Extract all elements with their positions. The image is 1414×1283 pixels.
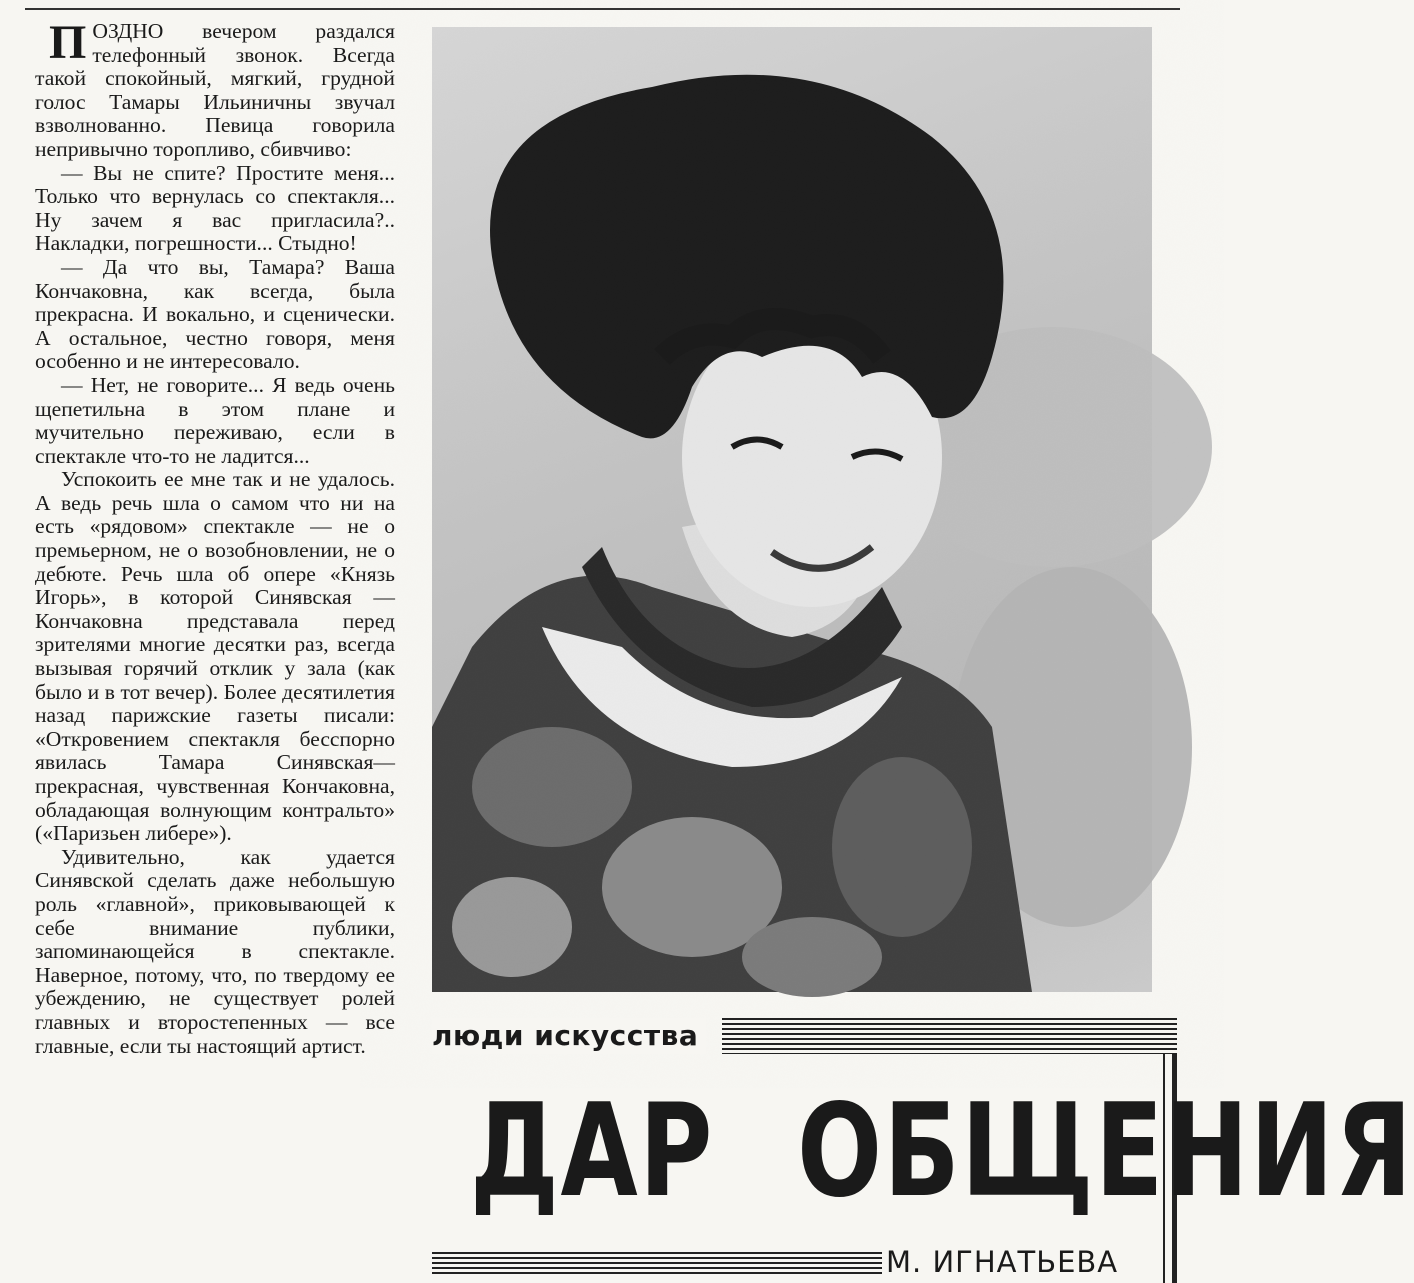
portrait-illustration xyxy=(432,27,1152,992)
article-paragraph-6: Удивительно, как удается Синявской сделать даже небольшую роль «главной», приковывающей к себе внимание публики, запоминающейся в спектакле. Наверное, потому, что, по твердому ее убеждению, не существует ролей главных и второстепенных — все главные, если ты настоящий артист. xyxy=(35,844,395,1058)
drop-cap: П xyxy=(49,16,87,69)
article-text-column xyxy=(35,16,395,1058)
article-paragraph-3: — Да что вы, Тамара? Ваша Кончаковна, как всегда, была прекрасна. И вокально, и сценически. А остальное, честно говоря, меня особенно и не интересовало. xyxy=(35,254,395,374)
headline: ДАР ОБЩЕНИЯ xyxy=(470,1077,1414,1226)
paragraph-text: ОЗДНО вечером раздался телефонный звонок. Всегда такой спокойный, мягкий, грудной голос Тамары Ильиничны звучал взволнованно. Певица говорила непривычно торопливо, сбивчиво: xyxy=(35,19,395,161)
article-paragraph-1 xyxy=(35,16,395,162)
article-paragraph-5: Успокоить ее мне так и не удалось. А ведь речь шла о самом что ни на есть «рядовом» спектакле — не о премьерном, не о возобновлении, не о дебюте. Речь шла об опере «Князь Игорь», в которой Синявская — Кончаковна представала перед зрителями многие десятки раз, всегда вызывая горячий отклик у зала (как было и в тот вечер). Более десятилетия назад парижские газеты писали: «Откровением спектакля бесспорно явилась Тамара Синявская—прекрасная, чувственная Кончаковна, обладающая волнующим контральто» («Паризьен либере»). xyxy=(35,467,395,846)
article-paragraph-2: — Вы не спите? Простите меня... Только что вернулась со спектакля... Ну зачем я вас пригласила?.. Накладки, погрешности... Стыдно! xyxy=(35,160,395,256)
rubric-bar xyxy=(432,1018,1177,1054)
article-paragraph-4: — Нет, не говорите... Я ведь очень щепетильна в этом плане и мучительно переживаю, если в спектакле что-то не ладится... xyxy=(35,372,395,468)
portrait-photo xyxy=(432,27,1152,992)
author-byline: М. ИГНАТЬЕВА xyxy=(886,1245,1119,1279)
top-rule xyxy=(25,8,1180,10)
rubric-label: люди искусства xyxy=(432,1018,706,1054)
rubric-hatch xyxy=(722,1018,1177,1054)
author-hatch xyxy=(432,1252,882,1274)
